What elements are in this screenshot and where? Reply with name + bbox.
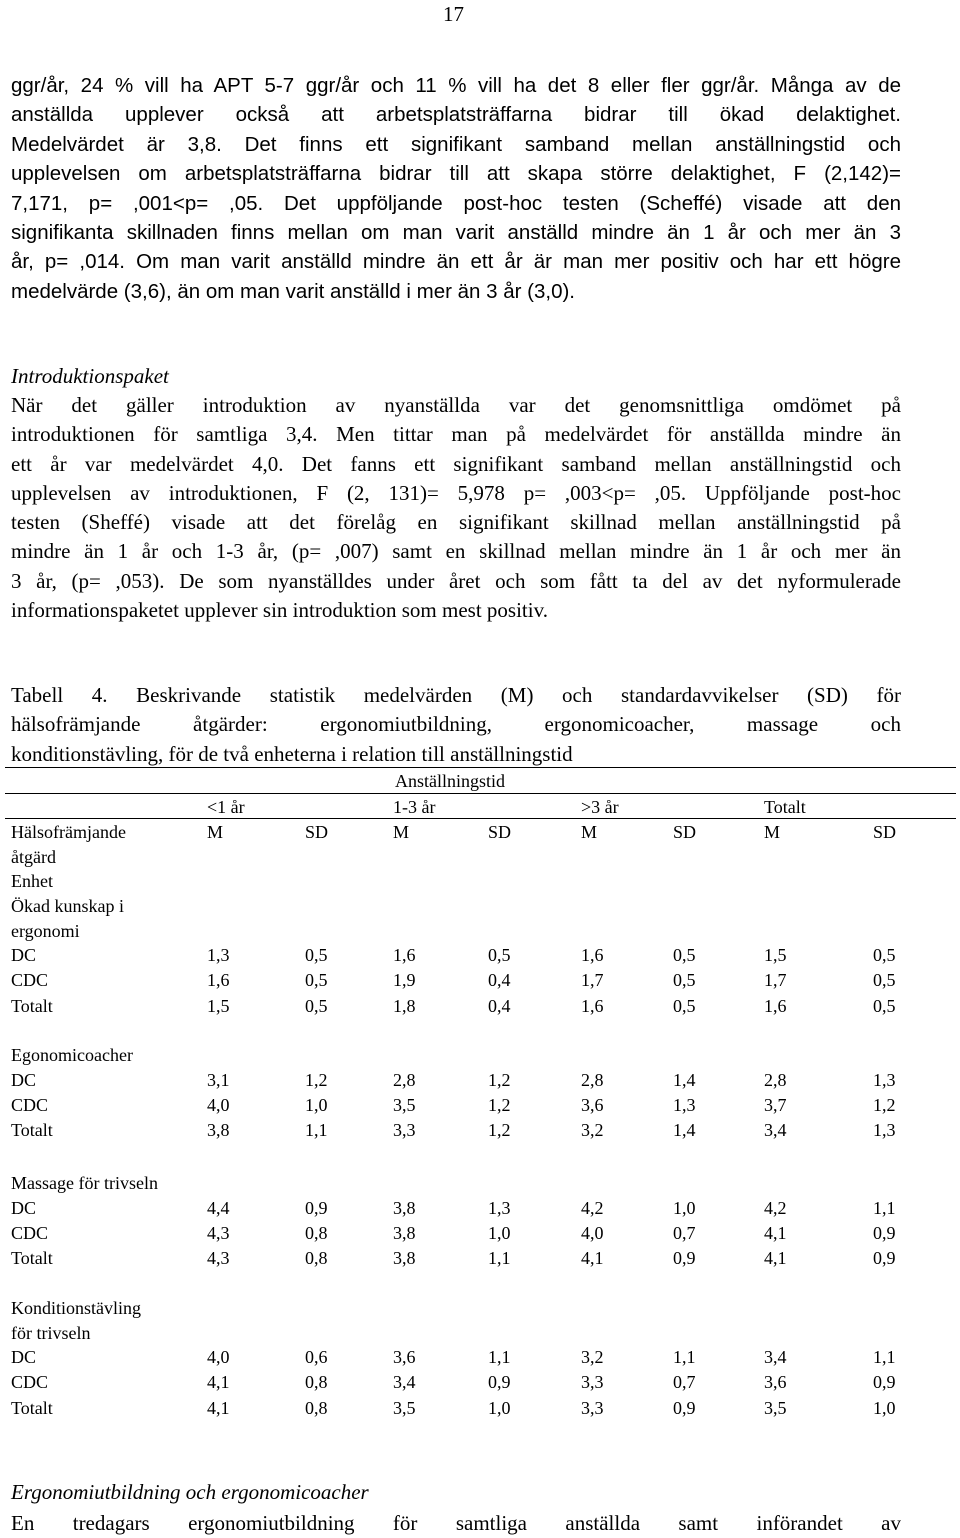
- table-cell: 0,8: [305, 1397, 328, 1418]
- table-row-label: DC: [11, 1069, 37, 1090]
- table-cell: 1,2: [488, 1120, 511, 1140]
- table-cell: 4,3: [207, 1222, 230, 1243]
- text-line: anställda upplever också att arbetsplatsträffarna bidrar till ökad delaktighet.: [11, 103, 901, 127]
- table-subheader: SD: [305, 822, 329, 842]
- table-cell: 2,8: [393, 1069, 416, 1090]
- table-cell: 1,9: [393, 970, 416, 990]
- table-cell: 0,4: [488, 970, 511, 990]
- table-cell: 3,3: [581, 1372, 604, 1392]
- table-cell: 1,3: [673, 1094, 696, 1115]
- table-section-title: Massage för trivseln: [11, 1173, 158, 1193]
- table-cell: 4,0: [207, 1347, 230, 1367]
- table-cell: 4,1: [207, 1397, 230, 1418]
- table-cell: 1,1: [873, 1197, 896, 1218]
- table-row-label: CDC: [11, 1094, 49, 1115]
- table-subheader: SD: [673, 822, 697, 842]
- table-cell: 4,1: [207, 1372, 230, 1392]
- table-cell: 1,5: [207, 995, 230, 1016]
- table-cell: 4,1: [764, 1248, 787, 1268]
- text-line: introduktionen för samtliga 3,4. Men tittar man på medelvärdet för anställda mindre än: [11, 422, 901, 447]
- table-cell: 1,1: [873, 1347, 896, 1367]
- table-cell: 1,2: [305, 1069, 328, 1090]
- table-cell: 1,6: [581, 945, 604, 965]
- text-line: mindre än 1 år och 1-3 år, (p= ,007) samt en skillnad mellan mindre än 1 år och mer än: [11, 539, 901, 564]
- table-cell: 0,5: [673, 945, 696, 965]
- table-cell: 3,4: [764, 1347, 787, 1367]
- table-cell: 1,6: [581, 995, 604, 1016]
- text-line: ggr/år, 24 % vill ha APT 5-7 ggr/år och 11 % vill ha det 8 eller fler ggr/år. Många av de: [11, 74, 901, 97]
- table-cell: 1,2: [488, 1094, 511, 1115]
- table-cell: 3,6: [393, 1347, 416, 1367]
- table-cell: 3,6: [581, 1094, 604, 1115]
- table-cell: 0,9: [673, 1248, 696, 1268]
- table-row-label: Totalt: [11, 1397, 53, 1418]
- text-line: konditionstävling, för de två enheterna i relation till anställningstid: [11, 741, 573, 766]
- table-row-label: DC: [11, 1347, 37, 1367]
- table-cell: 1,8: [393, 995, 416, 1016]
- table-cell: 3,8: [207, 1120, 230, 1140]
- table-cell: 0,7: [673, 1372, 696, 1392]
- table-cell: 4,3: [207, 1248, 230, 1268]
- table-cell: 1,0: [673, 1197, 696, 1218]
- table-cell: 4,2: [581, 1197, 604, 1218]
- table-row-label: Totalt: [11, 1248, 53, 1268]
- table-section-title: för trivseln: [11, 1322, 91, 1343]
- table-cell: 4,0: [207, 1094, 230, 1115]
- table-cell: 4,4: [207, 1197, 230, 1218]
- table-cell: 1,0: [488, 1222, 511, 1243]
- table-cell: 3,7: [764, 1094, 787, 1115]
- table-cell: 0,6: [305, 1347, 328, 1367]
- table-cell: 0,5: [673, 995, 696, 1016]
- table-cell: 1,0: [873, 1397, 896, 1418]
- table-cell: 1,0: [488, 1397, 511, 1418]
- table-cell: 1,2: [873, 1094, 896, 1115]
- table-cell: 4,2: [764, 1197, 787, 1218]
- table-section-title: Ökad kunskap i: [11, 896, 124, 916]
- table-cell: 1,1: [305, 1120, 328, 1140]
- table-cell: 3,5: [764, 1397, 787, 1418]
- text-line: år, p= ,014. Om man varit anställd mindre än ett år är man mer positiv och har ett högre: [11, 250, 901, 274]
- table-cell: 1,6: [393, 945, 416, 965]
- table-group-header: <1 år: [207, 797, 245, 817]
- section-heading-introduktionspaket: Introduktionspaket: [11, 364, 169, 388]
- table-cell: 0,5: [305, 995, 328, 1016]
- table-row-header-label: Hälsofrämjande: [11, 822, 126, 842]
- text-line: Tabell 4. Beskrivande statistik medelvärden (M) och standardavvikelser (SD) för: [11, 683, 901, 707]
- table-row-label: CDC: [11, 1372, 49, 1392]
- text-line: hälsofrämjande åtgärder: ergonomiutbildning, ergonomicoacher, massage och: [11, 712, 901, 737]
- text-line: medelvärde (3,6), än om man varit anställd i mer än 3 år (3,0).: [11, 279, 575, 303]
- table-row-label: DC: [11, 1197, 37, 1218]
- table-cell: 1,3: [873, 1069, 896, 1090]
- table-cell: 1,1: [488, 1248, 511, 1268]
- table-cell: 3,6: [764, 1372, 787, 1392]
- table-cell: 1,1: [673, 1347, 696, 1367]
- paragraph-ergonomi: [11, 1509, 901, 1538]
- table-section-title: Egonomicoacher: [11, 1045, 133, 1065]
- table-cell: 0,9: [873, 1248, 896, 1268]
- table-cell: 1,6: [207, 970, 230, 990]
- table-cell: 3,8: [393, 1197, 416, 1218]
- table-cell: 0,4: [488, 995, 511, 1016]
- table-cell: 1,1: [488, 1347, 511, 1367]
- table-group-header: >3 år: [581, 797, 619, 817]
- text-line: 7,171, p= ,001<p= ,05. Det uppföljande post-hoc testen (Scheffé) visade att den: [11, 191, 901, 215]
- table-subheader: SD: [488, 822, 512, 842]
- text-line: upplevelsen av introduktionen, F (2, 131)= 5,978 p= ,003<p= ,05. Uppföljande post-hoc: [11, 480, 901, 505]
- table-cell: 1,4: [673, 1120, 696, 1140]
- table-cell: 3,2: [581, 1120, 604, 1140]
- table-cell: 2,8: [764, 1069, 787, 1090]
- table-cell: 4,1: [764, 1222, 787, 1243]
- table-group-header: 1-3 år: [393, 797, 436, 817]
- table-cell: 0,5: [873, 995, 896, 1016]
- table-group-header: Totalt: [764, 797, 806, 817]
- table-cell: 1,3: [488, 1197, 511, 1218]
- table-cell: 0,8: [305, 1372, 328, 1392]
- table-cell: 1,6: [764, 995, 787, 1016]
- table-cell: 3,3: [393, 1120, 416, 1140]
- table-cell: 1,3: [207, 945, 230, 965]
- table-cell: 1,3: [873, 1120, 896, 1140]
- table-cell: 0,9: [873, 1222, 896, 1243]
- table-cell: 3,3: [581, 1397, 604, 1418]
- table-cell: 3,4: [764, 1120, 787, 1140]
- page-number: 17: [443, 2, 464, 26]
- table-cell: 3,8: [393, 1248, 416, 1268]
- table-cell: 0,7: [673, 1222, 696, 1243]
- table-subheader: M: [581, 822, 598, 842]
- table-subheader: M: [393, 822, 410, 842]
- table-cell: 0,5: [873, 945, 896, 965]
- table-cell: 4,0: [581, 1222, 604, 1243]
- table-cell: 1,2: [488, 1069, 511, 1090]
- table-cell: 0,5: [673, 970, 696, 990]
- text-line: 3 år, (p= ,053). De som nyanställdes under året och som fått ta del av det nyformulerade: [11, 568, 901, 593]
- text-line: När det gäller introduktion av nyanställda var det genomsnittliga omdömet på: [11, 393, 901, 417]
- table-row-header-label: Enhet: [11, 871, 53, 891]
- table-row-label: CDC: [11, 1222, 49, 1243]
- text-line: En tredagars ergonomiutbildning för samtliga anställda samt införandet av: [11, 1511, 901, 1535]
- table-cell: 0,8: [305, 1248, 328, 1268]
- table-cell: 3,8: [393, 1222, 416, 1243]
- table-row-header-label: åtgärd: [11, 846, 56, 867]
- table-subheader: M: [207, 822, 224, 842]
- section-heading-ergonomi: Ergonomiutbildning och ergonomicoacher: [11, 1480, 369, 1504]
- table-span-header: Anställningstid: [395, 771, 506, 791]
- text-line: upplevelsen om arbetsplatsträffarna bidrar till att skapa större delaktighet, F (2,142)=: [11, 162, 901, 186]
- table-section-title: Konditionstävling: [11, 1298, 141, 1318]
- text-line: Medelvärdet är 3,8. Det finns ett signifikant samband mellan anställningstid och: [11, 132, 901, 156]
- table-cell: 1,7: [581, 970, 604, 990]
- table-cell: 0,9: [873, 1372, 896, 1392]
- table-cell: 0,5: [305, 945, 328, 965]
- table-row-label: CDC: [11, 970, 49, 990]
- table-cell: 1,5: [764, 945, 787, 965]
- table-row-label: Totalt: [11, 1120, 53, 1140]
- table-cell: 4,1: [581, 1248, 604, 1268]
- table-section-title: ergonomi: [11, 920, 80, 941]
- table-cell: 3,5: [393, 1397, 416, 1418]
- table-row-label: DC: [11, 945, 37, 965]
- table-cell: 3,4: [393, 1372, 416, 1392]
- text-line: informationspaketet upplever sin introduktion som mest positiv.: [11, 598, 548, 623]
- table-cell: 1,0: [305, 1094, 328, 1115]
- table-subheader: M: [764, 822, 781, 842]
- table-cell: 0,9: [673, 1397, 696, 1418]
- table-row-label: Totalt: [11, 995, 53, 1016]
- table-cell: 3,2: [581, 1347, 604, 1367]
- table-cell: 0,9: [305, 1197, 328, 1218]
- text-line: ett år var medelvärdet 4,0. Det fanns ett signifikant samband mellan anställningstid och: [11, 451, 901, 476]
- table-cell: 1,4: [673, 1069, 696, 1090]
- table-cell: 0,8: [305, 1222, 328, 1243]
- table-cell: 3,5: [393, 1094, 416, 1115]
- table-cell: 0,5: [873, 970, 896, 990]
- table-cell: 1,7: [764, 970, 787, 990]
- table-cell: 0,5: [305, 970, 328, 990]
- table-cell: 3,1: [207, 1069, 230, 1090]
- table-cell: 0,9: [488, 1372, 511, 1392]
- table-subheader: SD: [873, 822, 897, 842]
- text-line: testen (Sheffé) visade att det förelåg en signifikant skillnad mellan anställningstid på: [11, 510, 901, 535]
- table-cell: 2,8: [581, 1069, 604, 1090]
- text-line: signifikanta skillnaden finns mellan om man varit anställd mindre än 1 år och mer än 3: [11, 221, 901, 245]
- table-cell: 0,5: [488, 945, 511, 965]
